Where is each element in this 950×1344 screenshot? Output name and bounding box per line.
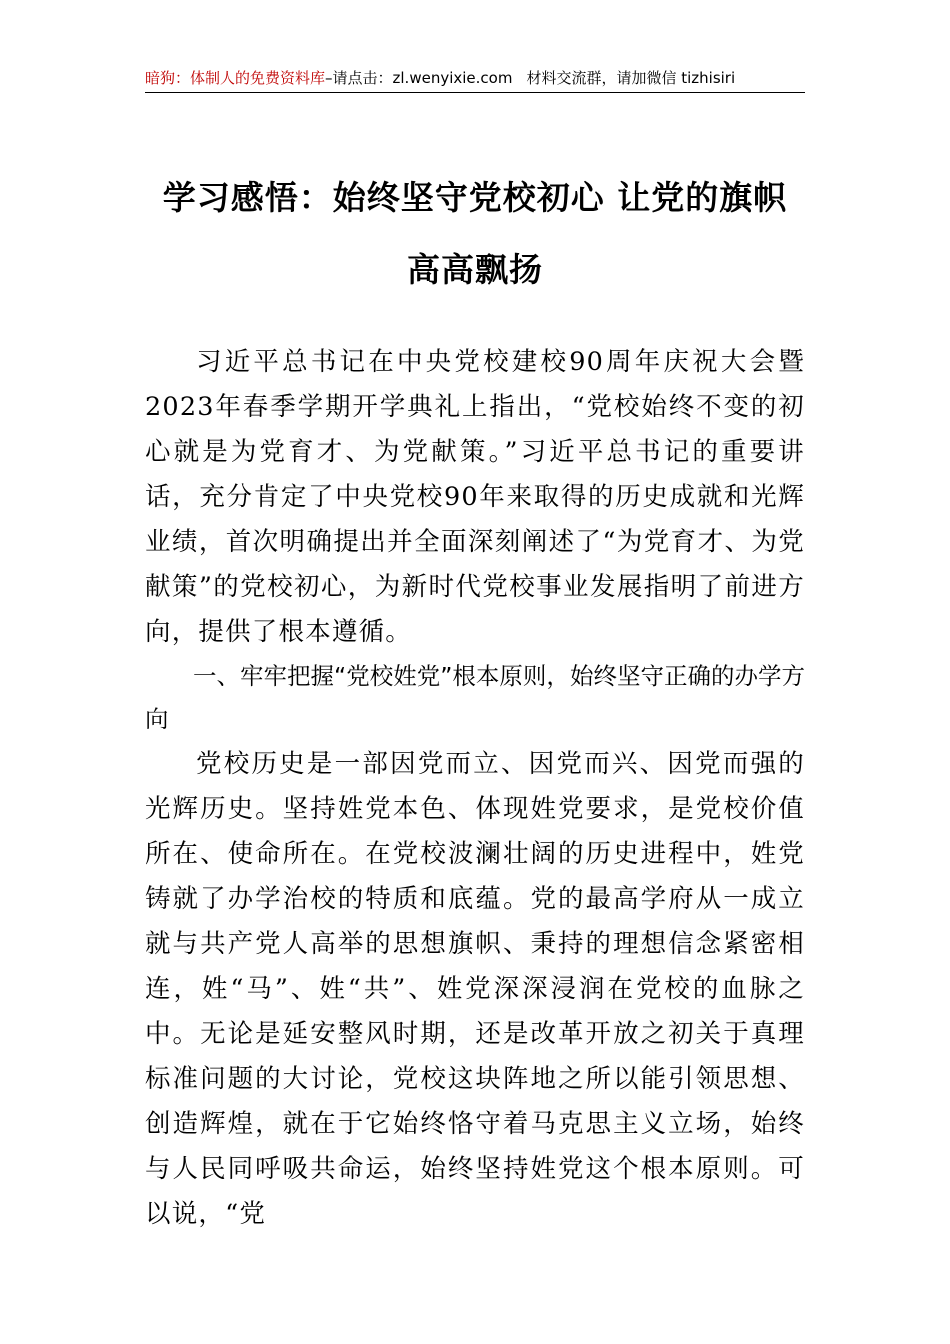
- document-title-line1: 学习感悟：始终坚守党校初心 让党的旗帜: [162, 178, 788, 217]
- page-header: [145, 64, 805, 93]
- header-brand: 暗狗：体制人的免费资料库: [145, 69, 326, 87]
- header-click-link[interactable]: –请点击：zl.wenyixie.com: [325, 69, 513, 87]
- section1-paragraph: 党校历史是一部因党而立、因党而兴、因党而强的光辉历史。坚持姓党本色、体现姓党要求，是党校价值所在、使命所在。在党校波澜壮阔的历史进程中，姓党铸就了办学治校的特质和底蕴。党的最高学府从一成立就与共产党人高举的思想旗帜、秉持的理想信念紧密相连，姓“马”、姓“共”、姓党深深浸润在党校的血脉之中。无论是延安整风时期，还是改革开放之初关于真理标准问题的大讨论，党校这块阵地之所以能引领思想、创造辉煌，就在于它始终恪守着马克思主义立场，始终与人民同呼吸共命运，始终坚持姓党这个根本原则。可以说，“党: [145, 749, 805, 1229]
- header-group-text: 材料交流群，请加微信 tizhisiri: [526, 69, 736, 87]
- intro-paragraph: 习近平总书记在中央党校建校90周年庆祝大会暨2023年春季学期开学典礼上指出，“党校始终不变的初心就是为党育才、为党献策。”习近平总书记的重要讲话，充分肯定了中央党校90年来取得的历史成就和光辉业绩，首次明确提出并全面深刻阐述了“为党育才、为党献策”的党校初心，为新时代党校事业发展指明了前进方向，提供了根本遵循。: [145, 347, 805, 647]
- document-title-line2: 高高飘扬: [407, 250, 543, 289]
- section-heading-1: 一、牢牢把握“党校姓党”根本原则，始终坚守正确的办学方向: [145, 662, 805, 733]
